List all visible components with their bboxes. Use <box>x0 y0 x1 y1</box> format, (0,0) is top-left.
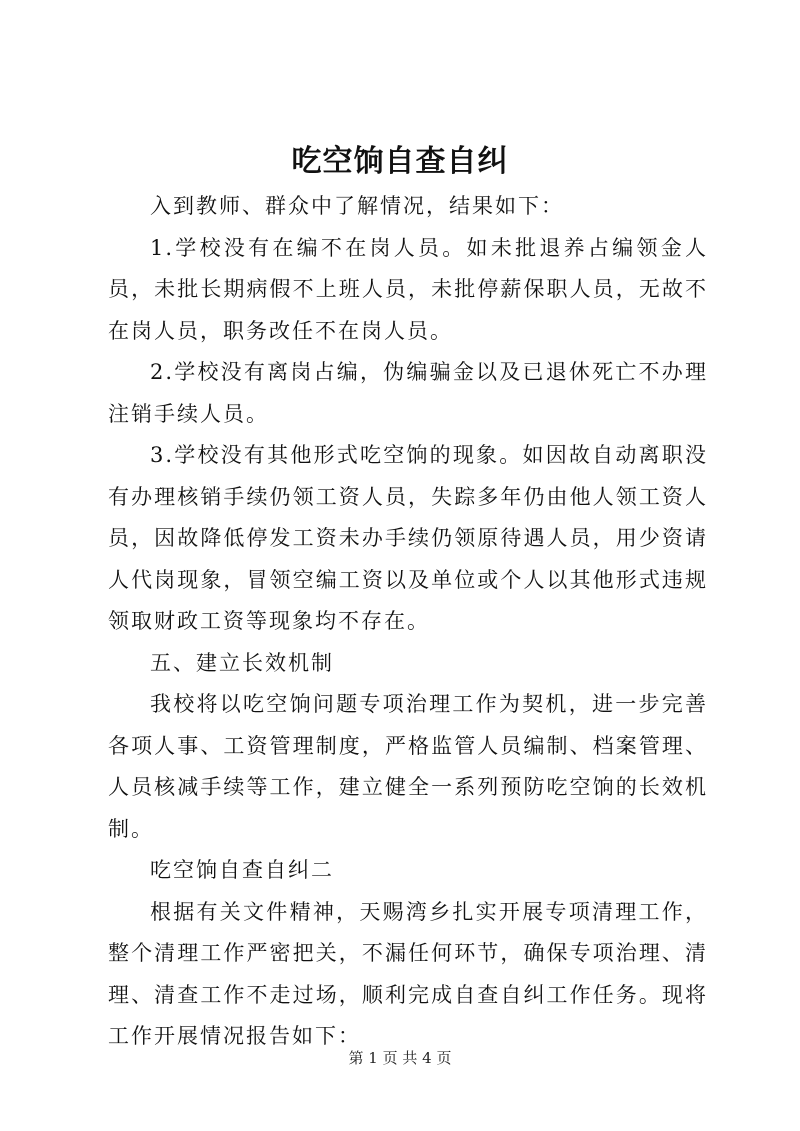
section-heading-part-two: 吃空饷自查自纠二 <box>150 858 334 882</box>
paragraph-item-3: 3.学校没有其他形式吃空饷的现象。如因故自动离职没有办理核销手续仍领工资人员，失踪多年仍由他人领工资人员，因故降低停发工资未办手续仍领原待遇人员，用少资请人代岗现象，冒领空编工资以及单位或个人以其他形式违规领取财政工资等现象均不存在。 <box>108 443 708 633</box>
document-title: 吃空饷自查自纠 <box>291 144 509 179</box>
page-number-footer: 第 1 页 共 4 页 <box>348 1049 452 1067</box>
paragraph-mechanism: 我校将以吃空饷问题专项治理工作为契机，进一步完善各项人事、工资管理制度，严格监管人员编制、档案管理、人员核减手续等工作，建立健全一系列预防吃空饷的长效机制。 <box>108 692 708 841</box>
paragraph-intro: 入到教师、群众中了解情况，结果如下： <box>150 194 564 218</box>
document-body <box>108 186 708 1058</box>
paragraph-item-1: 1.学校没有在编不在岗人员。如未批退养占编领金人员，未批长期病假不上班人员，未批停薪保职人员，无故不在岗人员，职务改任不在岗人员。 <box>108 235 708 343</box>
paragraph-item-2: 2.学校没有离岗占编，伪编骗金以及已退休死亡不办理注销手续人员。 <box>108 360 708 426</box>
section-heading-mechanism: 五、建立长效机制 <box>150 650 334 675</box>
paragraph-part-two-intro: 根据有关文件精神，天赐湾乡扎实开展专项清理工作，整个清理工作严密把关，不漏任何环节，确保专项治理、清理、清查工作不走过场，顺利完成自查自纠工作任务。现将工作开展情况报告如下： <box>108 899 708 1048</box>
